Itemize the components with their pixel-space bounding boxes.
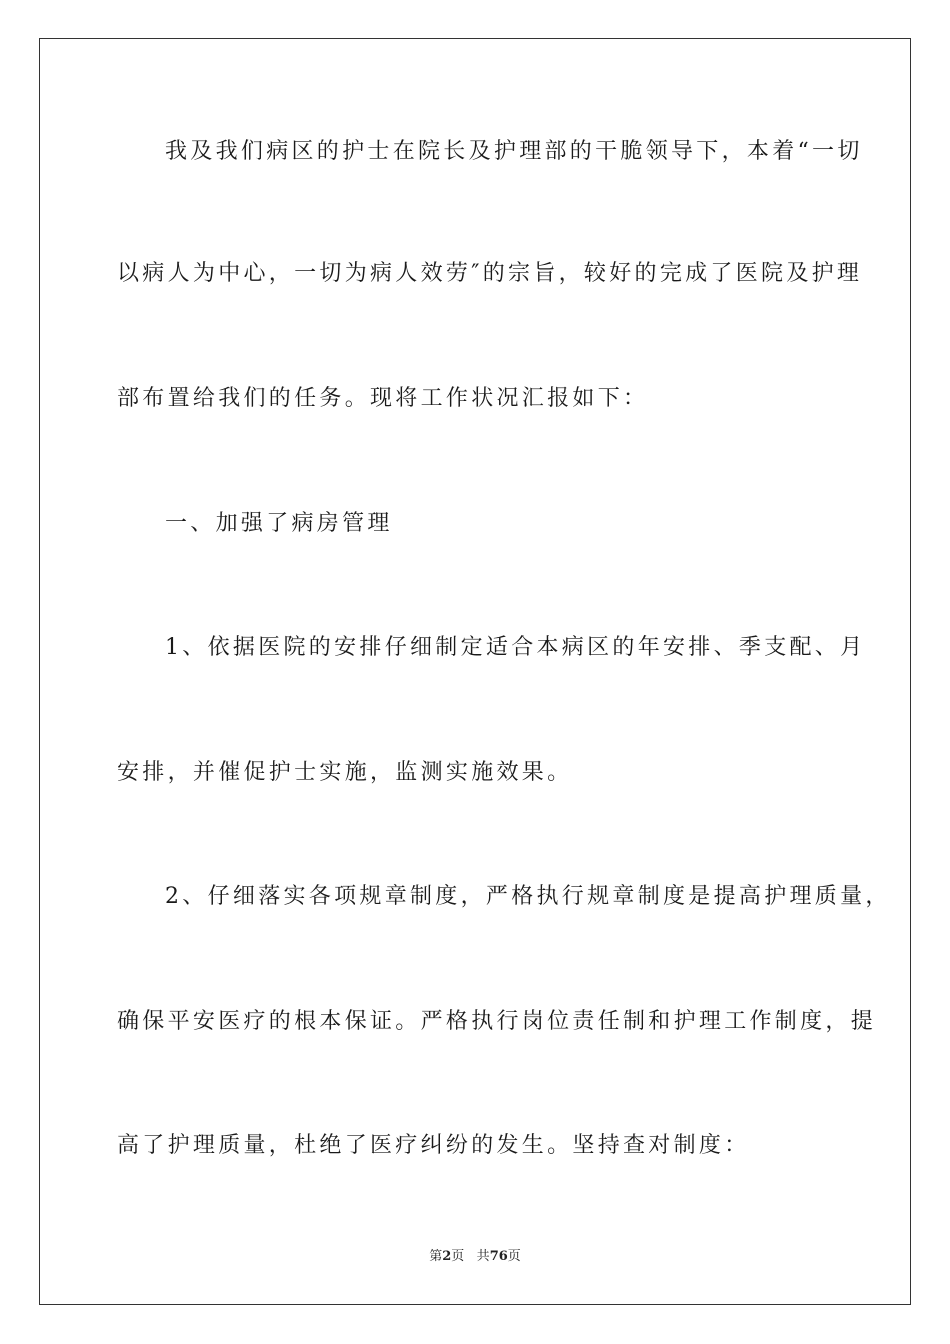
- paragraph-1-line-3: 部布置给我们的任务。现将工作状况汇报如下：: [117, 386, 649, 411]
- paragraph-3-line-3: 高了护理质量，杜绝了医疗纠纷的发生。坚持查对制度：: [117, 1133, 750, 1158]
- section-heading: 一、加强了病房管理: [165, 511, 393, 536]
- paragraph-1-line-2: 以病人为中心，一切为病人效劳″的宗旨，较好的完成了医院及护理: [117, 261, 863, 286]
- total-suffix: 页: [507, 1249, 521, 1264]
- page-prefix: 第: [429, 1249, 443, 1264]
- paragraph-1-line-1: 我及我们病区的护士在院长及护理部的干脆领导下，本着“一切: [165, 139, 863, 164]
- paragraph-3-line-1: 2、仔细落实各项规章制度，严格执行规章制度是提高护理质量，: [165, 884, 891, 909]
- page-suffix: 页: [451, 1249, 465, 1264]
- paragraph-2-line-1: 1、依据医院的安排仔细制定适合本病区的年安排、季支配、月: [165, 635, 866, 660]
- paragraph-2-line-2: 安排，并催促护士实施，监测实施效果。: [117, 760, 573, 785]
- page-total: 76: [489, 1249, 508, 1264]
- paragraph-3-line-2: 确保平安医疗的根本保证。严格执行岗位责任制和护理工作制度，提: [117, 1009, 877, 1034]
- total-prefix: 共: [476, 1249, 490, 1264]
- page-current: 2: [442, 1249, 452, 1264]
- page-footer: [0, 1248, 950, 1266]
- page-border: [39, 38, 911, 1305]
